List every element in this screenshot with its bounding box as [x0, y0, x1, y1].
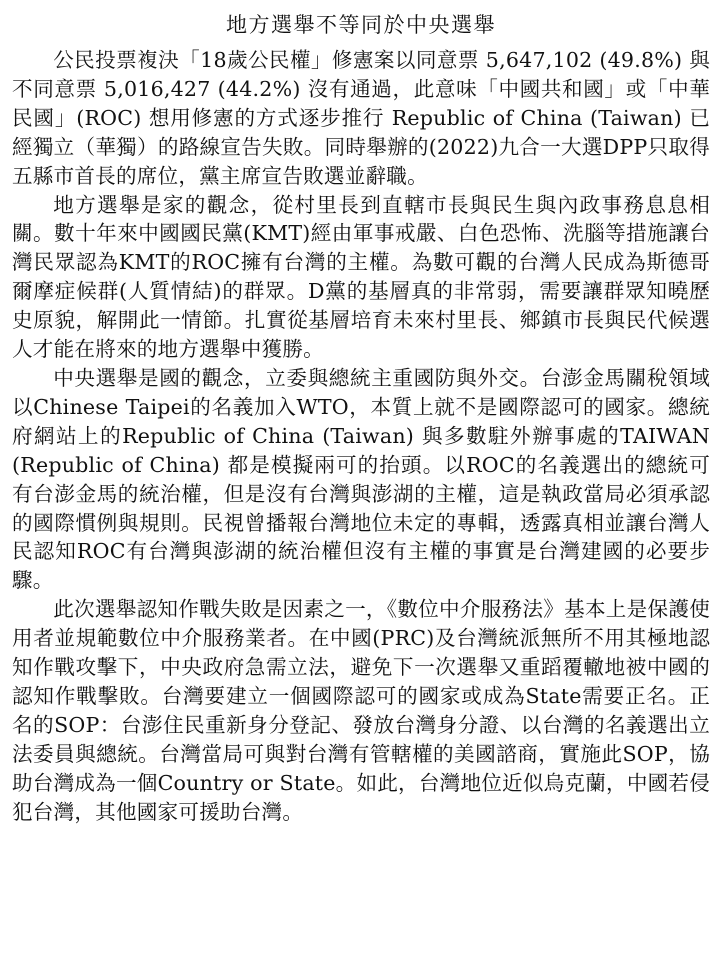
paragraph-referendum: 公民投票複決「18歲公民權」修憲案以同意票 5,647,102 (49.8%) 與不同意票 5,016,427 (44.2%) 沒有通過，此意味「中國共和國」或「中華民國」(ROC) 想用修憲的方式逐步推行 Republic of China (Taiwan) 已經獨立（華獨）的路線宣告失敗。同時舉辦的(2022)九合一大選DPP只取得五縣市首長的席位，黨主席宣告敗選並辭職。: [12, 48, 710, 188]
paragraph-central-elections: 中央選舉是國的觀念，立委與總統主重國防與外交。台澎金馬關稅領域以Chinese Taipei的名義加入WTO，本質上就不是國際認可的國家。總統府網站上的Republic of China (Taiwan) 與多數駐外辦事處的TAIWAN (Republic of China) 都是模擬兩可的抬頭。以ROC的名義選出的總統可有台澎金馬的統治權，但是沒有台灣與澎湖的主權，這是執政當局必須承認的國際慣例與規則。民視曾播報台灣地位未定的專輯，透露真相並讓台灣人民認知ROC有台灣與澎湖的統治權但沒有主權的事實是台灣建國的必要步驟。: [12, 365, 710, 593]
document-page: [12, 10, 710, 826]
document-title: 地方選舉不等同於中央選舉: [226, 13, 496, 37]
paragraph-cognitive-warfare: 此次選舉認知作戰失敗是因素之一，《數位中介服務法》基本上是保護使用者並規範數位中介服務業者。在中國(PRC)及台灣統派無所不用其極地認知作戰攻擊下，中央政府急需立法，避免下一次選舉又重蹈覆轍地被中國的認知作戰擊敗。台灣要建立一個國際認可的國家或成為State需要正名。正名的SOP：台澎住民重新身分登記、發放台灣身分證、以台灣的名義選出立法委員與總統。台灣當局可與對台灣有管轄權的美國諮商，實施此SOP，協助台灣成為一個Country or State。如此，台灣地位近似烏克蘭，中國若侵犯台灣，其他國家可援助台灣。: [12, 597, 710, 824]
paragraph-local-elections: 地方選舉是家的觀念，從村里長到直轄市長與民生與內政事務息息相關。數十年來中國國民黨(KMT)經由軍事戒嚴、白色恐怖、洗腦等措施讓台灣民眾認為KMT的ROC擁有台灣的主權。為數可觀的台灣人民成為斯德哥爾摩症候群(人質情結)的群眾。D黨的基層真的非常弱，需要讓群眾知曉歷史原貌，解開此一情節。扎實從基層培育未來村里長、鄉鎮市長與民代候選人才能在將來的地方選舉中獲勝。: [12, 192, 710, 362]
